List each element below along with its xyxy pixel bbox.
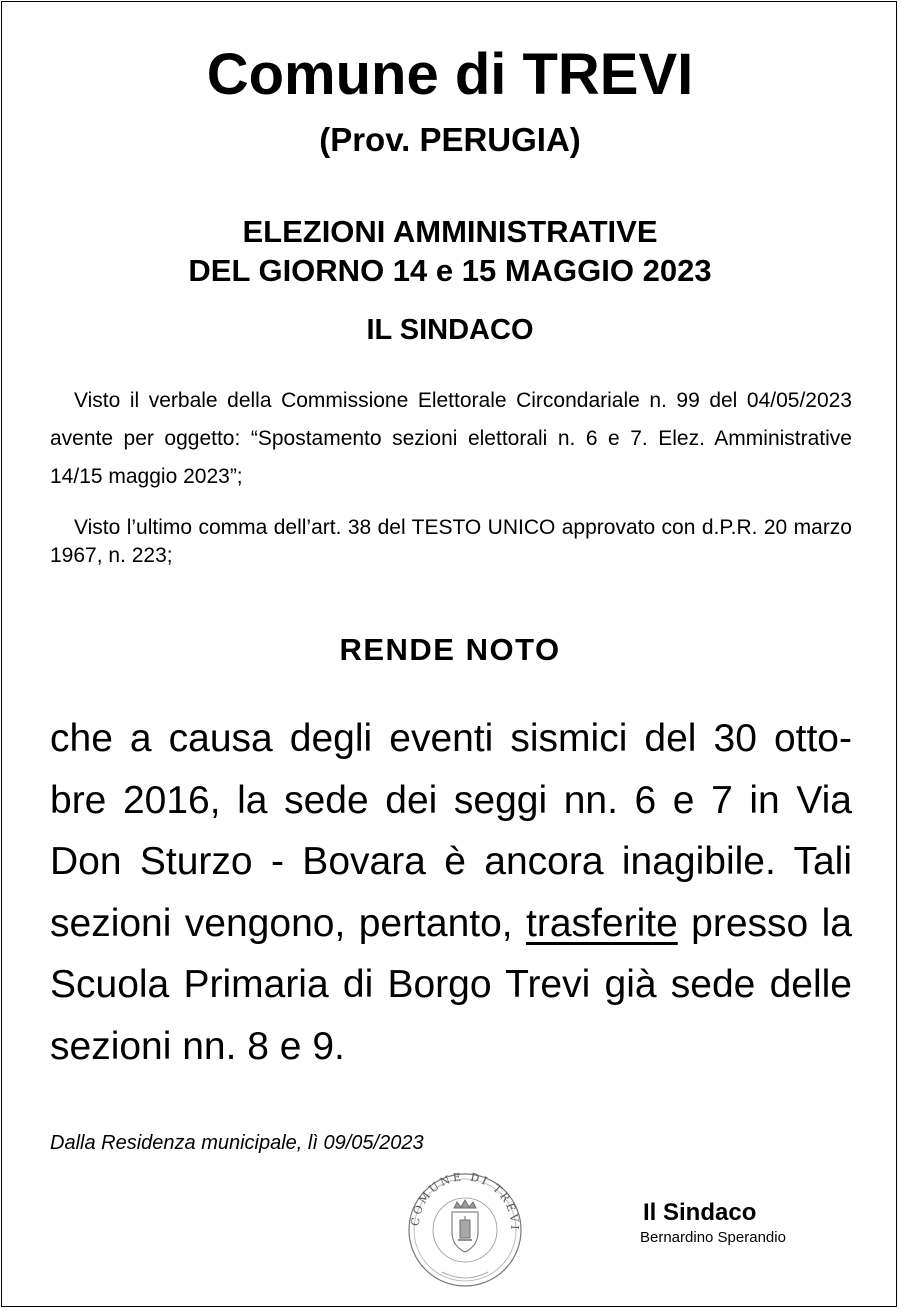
election-heading	[0, 212, 900, 290]
announcement-text	[50, 708, 852, 1077]
election-heading-line1: ELEZIONI AMMINISTRATIVE	[242, 214, 658, 249]
signature-title: Il Sindaco	[643, 1199, 757, 1226]
page-title: Comune di TREVI	[206, 42, 694, 107]
authority-heading: IL SINDACO	[366, 314, 534, 346]
election-heading-line2: DEL GIORNO 14 e 15 MAGGIO 2023	[188, 253, 712, 288]
announcement-heading: RENDE NOTO	[339, 632, 561, 667]
seal-ring-text: COMUNE DI TREVI	[408, 1170, 522, 1233]
signature-name: Bernardino Sperandio	[640, 1229, 786, 1246]
consideration-paragraph-2: Visto l’ultimo comma dell’art. 38 del TESTO UNICO approvato con d.P.R. 20 marzo 1967, n. 223;	[50, 516, 852, 567]
announcement-text-underlined: trasferite	[526, 901, 678, 945]
municipal-seal-stamp	[402, 1168, 528, 1288]
announcement-text-end: presso la Scuola Primaria di Borgo Trevi già sede delle sezioni nn. 8 e 9.	[50, 901, 852, 1068]
announcement-text-start: che a causa degli eventi sismici del 30 otto-bre 2016, la sede dei seggi nn. 6 e 7 in Via Don Sturzo - Bovara è ancora inagibile. Tali sezioni vengono, pertanto,	[50, 717, 852, 945]
place-date: Dalla Residenza municipale, lì 09/05/2023	[50, 1132, 424, 1154]
coat-of-arms-icon	[452, 1200, 478, 1252]
province-subtitle: (Prov. PERUGIA)	[319, 121, 581, 158]
consideration-paragraph-1: Visto il verbale della Commissione Elettorale Circondariale n. 99 del 04/05/2023 avente per oggetto: “Spostamento sezioni elettorali n. 6 e 7. Elez. Amministrative 14/15 maggio 2023”;	[50, 389, 852, 488]
